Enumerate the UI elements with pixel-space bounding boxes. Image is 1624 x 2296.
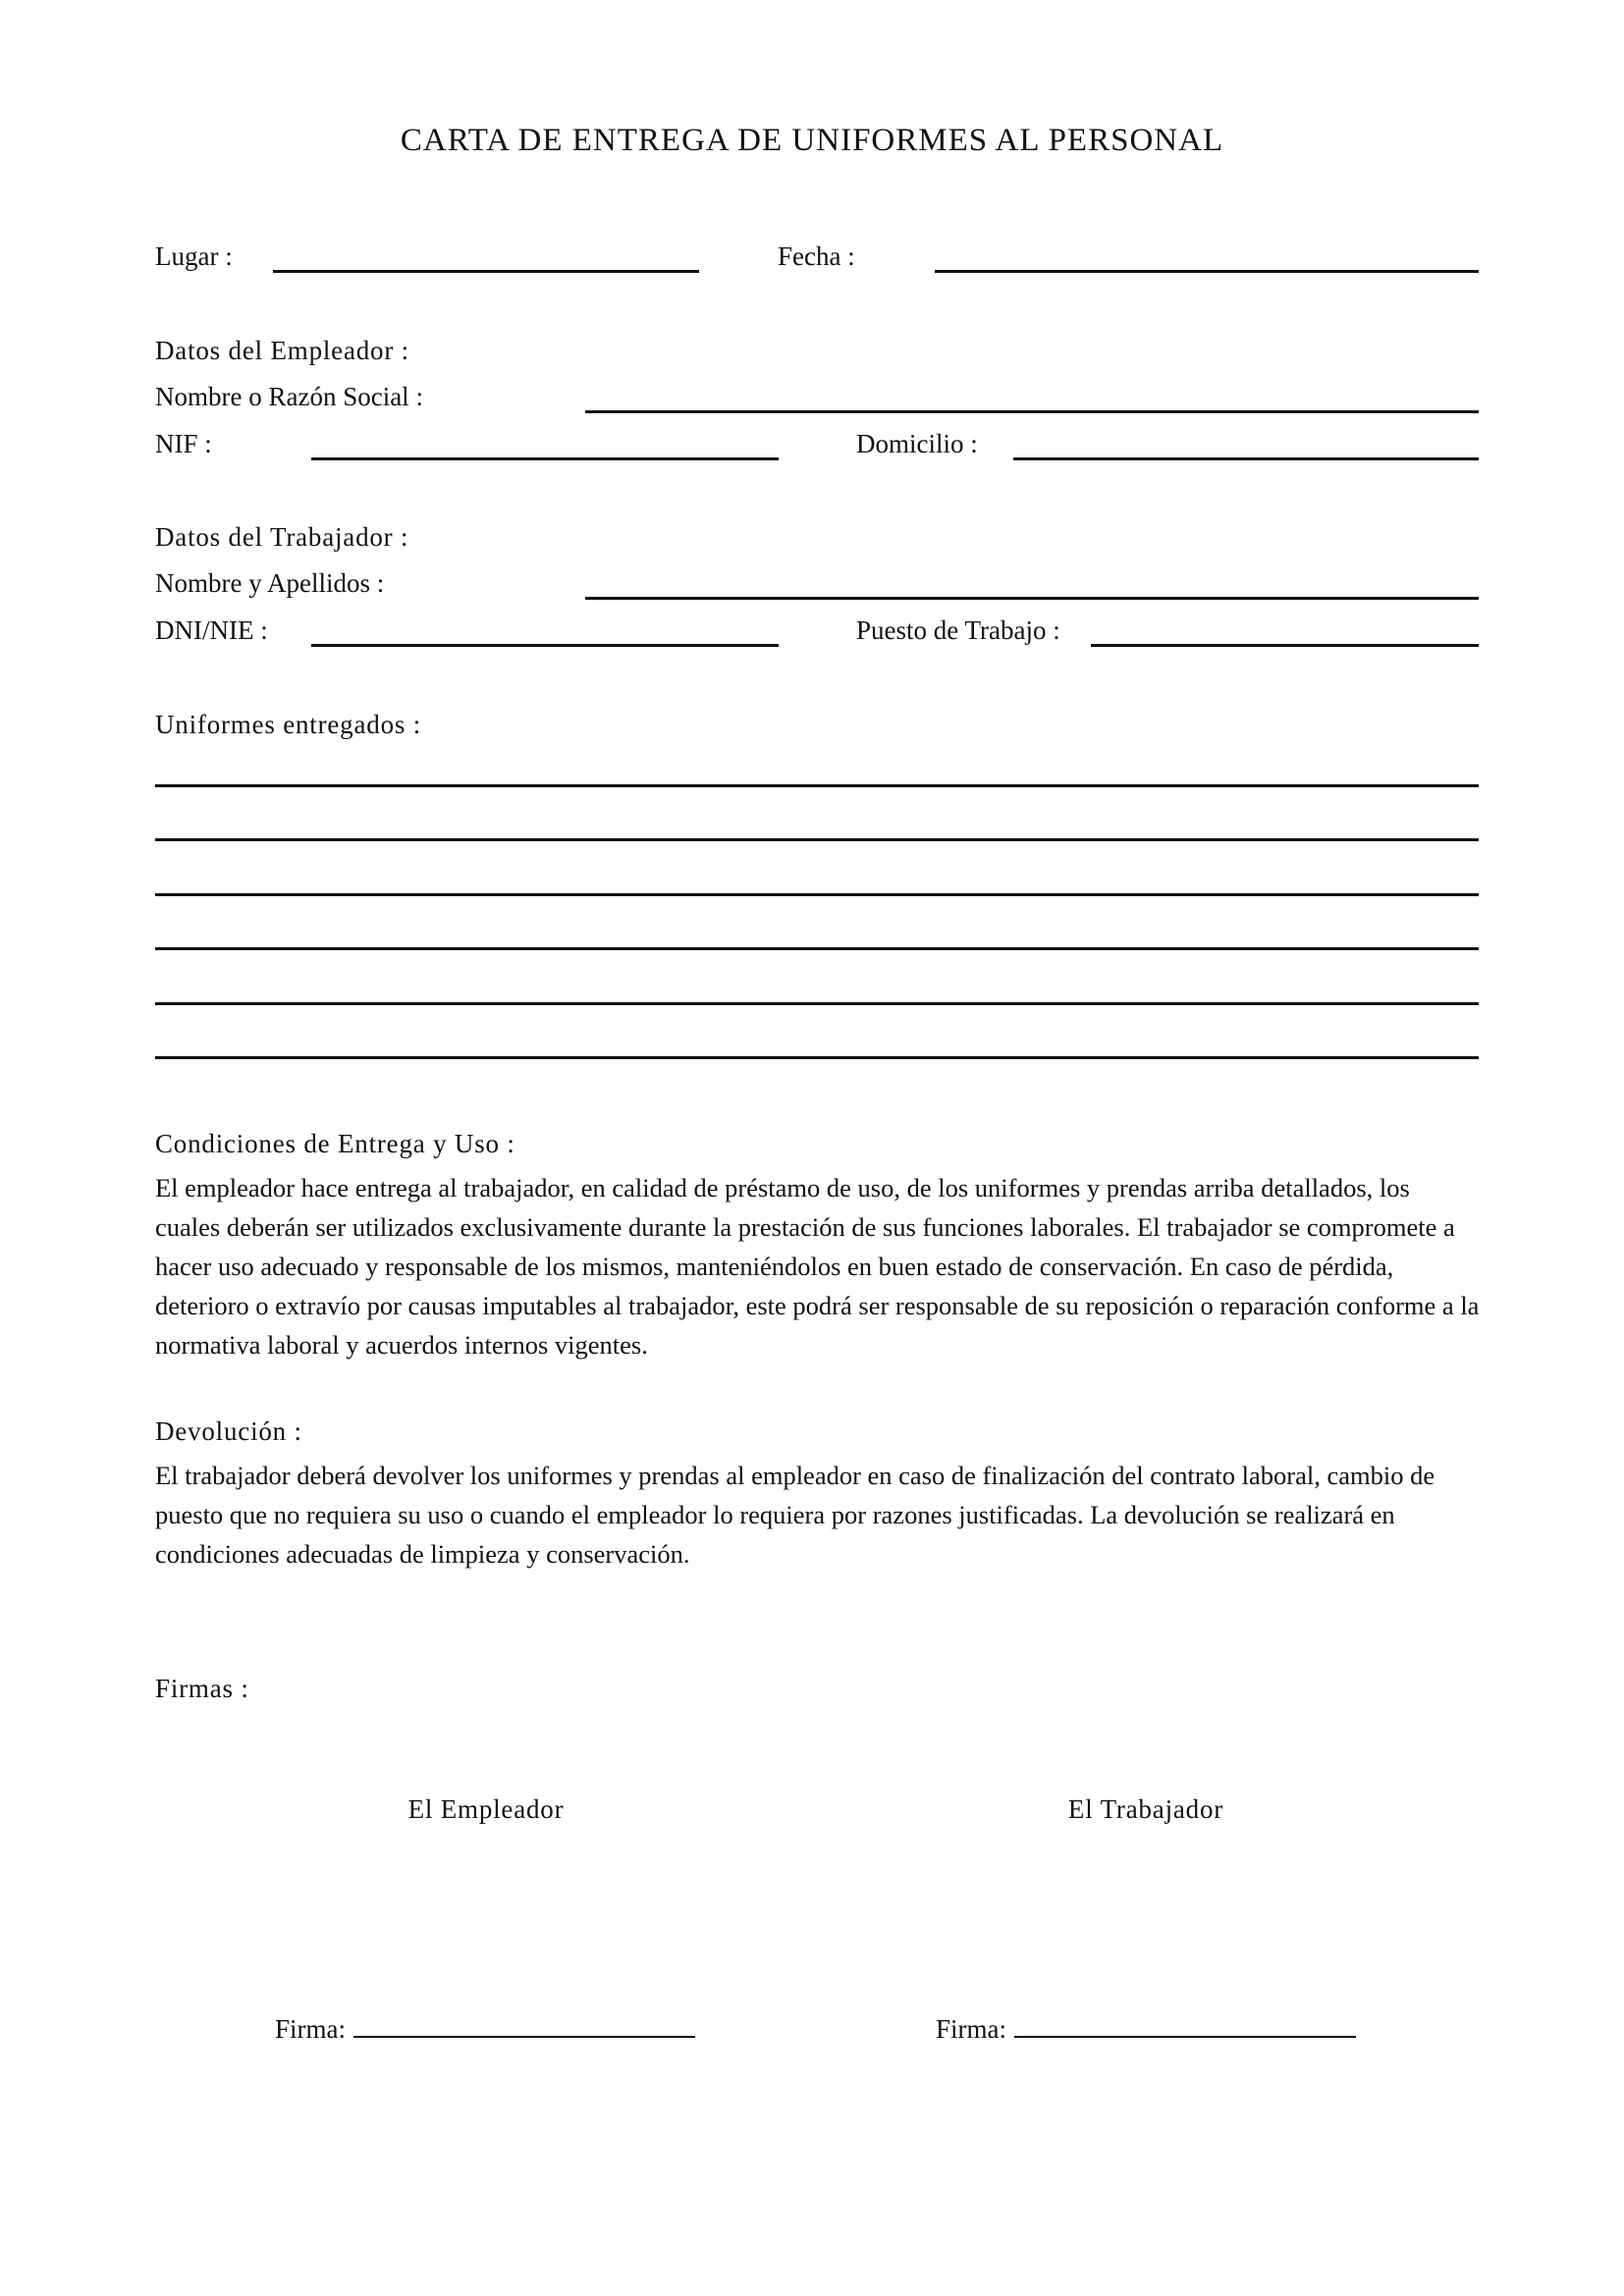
empleador-firma-line[interactable] [353,2035,695,2038]
razon-social-field[interactable] [585,410,1479,413]
uniformes-line[interactable] [155,1002,1479,1005]
razon-social-label: Nombre o Razón Social : [155,382,423,411]
uniformes-heading: Uniformes entregados : [155,710,422,739]
trabajador-heading: Datos del Trabajador : [155,522,409,552]
nif-label: NIF : [155,429,212,458]
fecha-field[interactable] [935,270,1479,273]
lugar-label: Lugar : [155,241,233,271]
empleador-signature-label: El Empleador [407,1794,565,1824]
empleador-firma [275,2016,695,2043]
uniformes-line[interactable] [155,893,1479,896]
domicilio-field[interactable] [1013,457,1479,460]
devolucion-heading: Devolución : [155,1416,302,1446]
firma-label: Firma: [936,2014,1006,2044]
trabajador-signature-label: El Trabajador [1067,1794,1224,1824]
uniformes-line[interactable] [155,784,1479,787]
trabajador-firma-line[interactable] [1014,2035,1356,2038]
nombre-apellidos-label: Nombre y Apellidos : [155,568,385,598]
uniformes-line[interactable] [155,947,1479,950]
uniformes-line[interactable] [155,838,1479,841]
fecha-label: Fecha : [778,241,855,271]
nombre-apellidos-field[interactable] [585,597,1479,600]
dni-nie-label: DNI/NIE : [155,615,268,645]
devolucion-text: El trabajador deberá devolver los uniformes y prendas al empleador en caso de finalización del contrato laboral, cambio de puesto que no requiera su uso o cuando el empleador lo requiera por razones justificadas. La devolución se realizará en condiciones adecuadas de limpieza y conservación. [155,1461,1435,1569]
nif-field[interactable] [311,457,779,460]
domicilio-label: Domicilio : [856,429,978,458]
document-title: CARTA DE ENTREGA DE UNIFORMES AL PERSONAL [400,123,1224,158]
dni-nie-field[interactable] [311,644,779,647]
lugar-field[interactable] [273,270,699,273]
puesto-field[interactable] [1091,644,1479,647]
firmas-heading: Firmas : [155,1674,249,1703]
empleador-heading: Datos del Empleador : [155,336,409,365]
trabajador-firma [936,2016,1356,2043]
condiciones-text: El empleador hace entrega al trabajador, en calidad de préstamo de uso, de los uniformes y prendas arriba detallados, los cuales deberán ser utilizados exclusivamente durante la prestación de sus funciones laborales. El trabajador se compromete a hacer uso adecuado y responsable de los mismos, manteniéndolos en buen estado de conservación. En caso de pérdida, deterioro o extravío por causas imputables al trabajador, este podrá ser responsable de su reposición o reparación conforme a la normativa laboral y acuerdos internos vigentes. [155,1173,1480,1360]
firma-label: Firma: [275,2014,346,2044]
puesto-label: Puesto de Trabajo : [856,615,1060,645]
condiciones-heading: Condiciones de Entrega y Uso : [155,1129,515,1158]
uniformes-line[interactable] [155,1056,1479,1059]
